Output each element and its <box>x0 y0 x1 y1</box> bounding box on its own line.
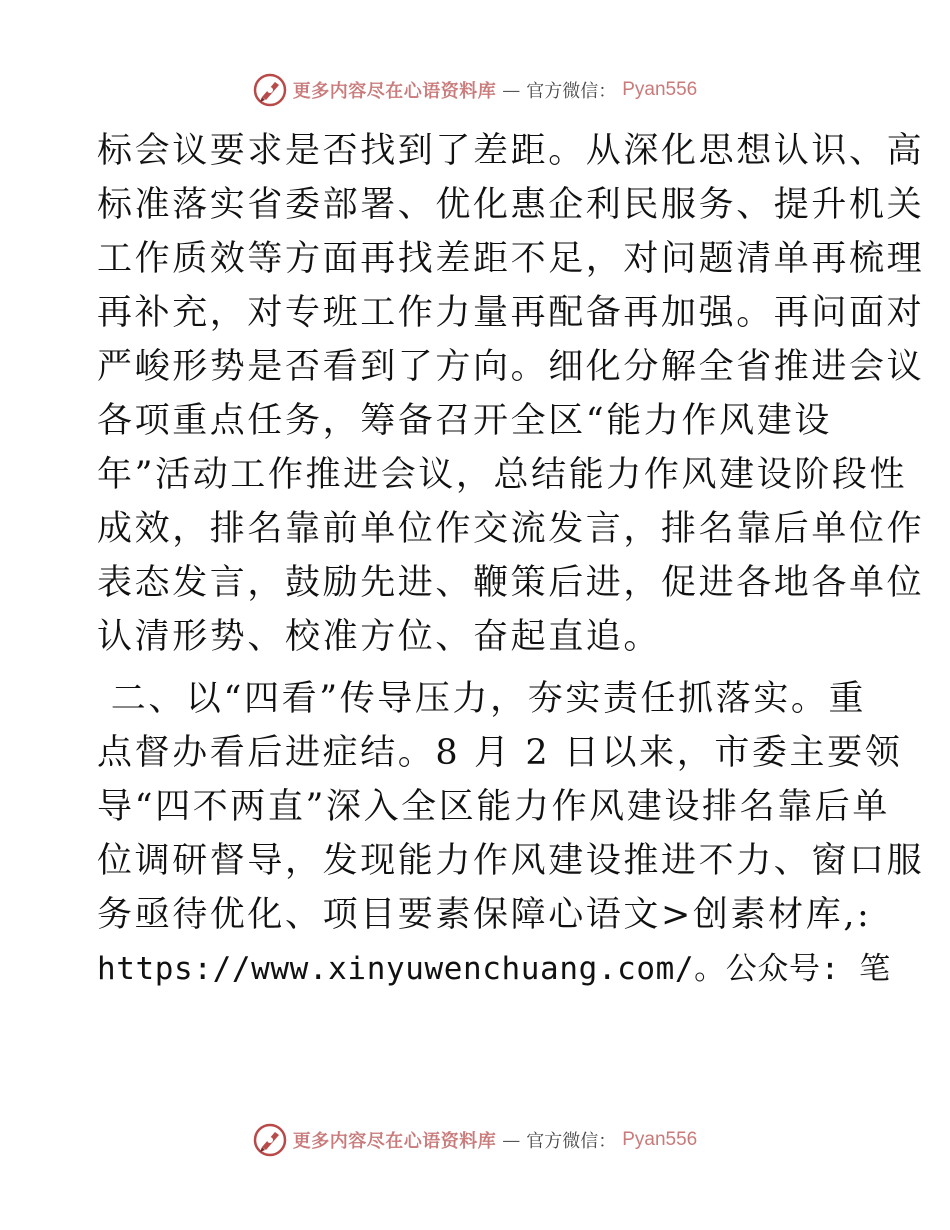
text-line: 点督办看后进症结。8 月 2 日以来，市委主要领 <box>97 733 903 773</box>
text-line: 标准落实省委部署、优化惠企利民服务、提升机关 <box>97 185 925 225</box>
pen-logo-icon <box>253 73 287 107</box>
text-line: 务亟待优化、项目要素保障心语文>创素材库,: <box>97 895 872 935</box>
text-line: 再补充，对专班工作力量再配备再加强。再问面对 <box>97 293 925 333</box>
document-body <box>97 124 925 996</box>
footer-banner <box>0 1120 950 1160</box>
text-line: 各项重点任务，筹备召开全区“能力作风建设 <box>97 401 832 441</box>
text-line: 认清形势、校准方位、奋起直追。 <box>97 617 662 657</box>
header-banner <box>0 70 950 110</box>
banner-separator: — <box>502 79 521 101</box>
text-line: 二、以“四看”传导压力，夯实责任抓落实。重 <box>97 679 867 719</box>
text-line: 导“四不两直”深入全区能力作风建设排名靠后单 <box>97 787 890 827</box>
banner-wechat-id: Pyan556 <box>622 79 698 100</box>
banner-wechat-id: Pyan556 <box>622 1129 698 1150</box>
text-line: 严峻形势是否看到了方向。细化分解全省推进会议 <box>97 347 925 387</box>
text-line: 表态发言，鼓励先进、鞭策后进，促进各地各单位 <box>97 563 925 603</box>
pen-logo-icon <box>253 1123 287 1157</box>
banner-wechat-label: 官方微信： <box>526 81 617 102</box>
banner-title: 更多内容尽在心语资料库 <box>292 81 497 102</box>
text-line: 工作质效等方面再找差距不足，对问题清单再梳理 <box>97 239 925 279</box>
banner-wechat-label: 官方微信： <box>526 1131 617 1152</box>
text-line: 位调研督导，发现能力作风建设推进不力、窗口服 <box>97 841 925 881</box>
banner-title: 更多内容尽在心语资料库 <box>292 1131 497 1152</box>
text-line: 标会议要求是否找到了差距。从深化思想认识、高 <box>97 131 925 171</box>
text-line: 年”活动工作推进会议，总结能力作风建设阶段性 <box>97 455 908 495</box>
text-line: 成效，排名靠前单位作交流发言，排名靠后单位作 <box>97 509 925 549</box>
banner-separator: — <box>502 1129 521 1151</box>
text-line-url: https://www.xinyuwenchuang.com/。公众号: 笔 <box>97 951 891 987</box>
